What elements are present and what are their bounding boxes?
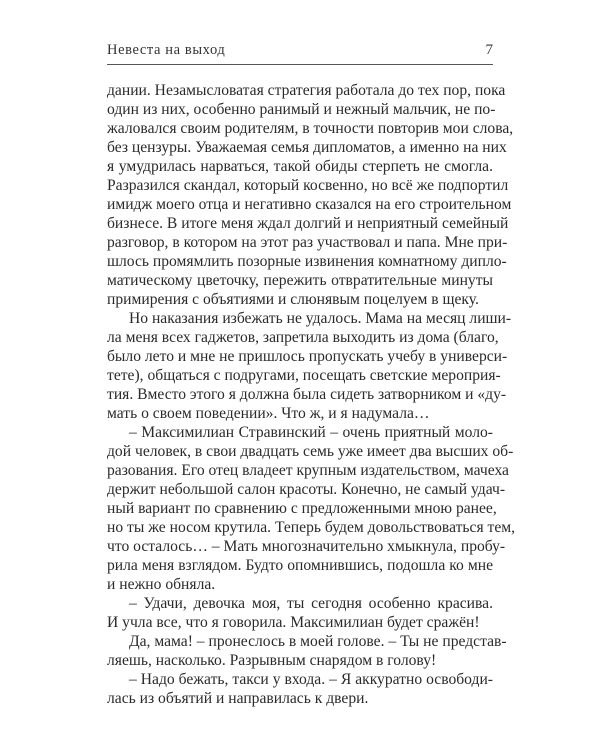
page-header <box>107 38 493 65</box>
text-line: шлось промямлить позорные извинения комнатному дипло- <box>107 253 507 270</box>
page-number: 7 <box>485 42 493 58</box>
text-line: И учла все, что я говорила. Максимилиан будет сражён! <box>107 614 480 631</box>
running-title: Невеста на выход <box>107 42 226 58</box>
text-line: я умудрилась нарваться, такой обиды стерпеть не смогла. <box>107 158 493 175</box>
text-line: лась из объятий и направилась к двери. <box>107 690 369 707</box>
text-line: – Максимилиан Стравинский – очень приятный моло- <box>129 424 493 441</box>
text-line: ла меня всех гаджетов, запретила выходить из дома (благо, <box>107 329 499 346</box>
text-line: Но наказания избежать не удалось. Мама на месяц лиши- <box>129 310 512 327</box>
text-line: ляешь, насколько. Разрывным снарядом в голову! <box>107 652 437 669</box>
text-line: жаловался своим родителям, в точности повторив мои слова, <box>107 120 514 137</box>
text-line: тия. Вместо этого я должна была сидеть затворником и «ду- <box>107 386 507 403</box>
body-text <box>107 81 516 708</box>
text-line: – Надо бежать, такси у входа. – Я аккуратно освободи- <box>129 671 493 688</box>
text-line: примирения с объятиями и слюнявым поцелуем в щеку. <box>107 291 479 308</box>
text-line: без цензуры. Уважаемая семья дипломатов, а именно на них <box>107 139 507 156</box>
text-line: дании. Незамысловатая стратегия работала до тех пор, пока <box>107 82 506 99</box>
text-line: что осталось… – Мать многозначительно хмыкнула, пробу- <box>107 538 506 555</box>
text-line: тете), общаться с подругами, посещать светские мероприя- <box>107 367 501 384</box>
text-line: один из них, особенно ранимый и нежный мальчик, не по- <box>107 101 496 118</box>
text-line: и нежно обняла. <box>107 576 216 593</box>
text-line: ный вариант по сравнению с предложенными мною ранее, <box>107 500 497 517</box>
text-line: но ты же носом крутила. Теперь будем довольствоваться тем, <box>107 519 516 536</box>
text-line: рила меня взглядом. Будто опомнившись, подошла ко мне <box>107 557 493 574</box>
text-line: Да, мама! – пронеслось в моей голове. – Ты не представ- <box>129 633 507 650</box>
text-line: имидж моего отца и негативно сказался на его строительном <box>107 196 512 213</box>
text-line: мать о своем поведении». Что ж, и я надумала… <box>107 405 430 422</box>
text-line: разования. Его отец владеет крупным издательством, мачеха <box>107 462 509 479</box>
text-line: бизнесе. В итоге меня ждал долгий и неприятный семейный <box>107 215 509 232</box>
text-line: матическому цветочку, пережить отвратительные минуты <box>107 272 493 289</box>
text-line: держит небольшой салон красоты. Конечно, не самый удач- <box>107 481 506 498</box>
text-line: разговор, в котором на этот раз участвовал и папа. Мне при- <box>107 234 508 251</box>
text-line: было лето и мне не пришлось пропускать учебу в универси- <box>107 348 508 365</box>
text-line: – Удачи, девочка моя, ты сегодня особенно красива. <box>129 595 493 612</box>
text-line: Разразился скандал, который косвенно, но всё же подпортил <box>107 177 509 194</box>
text-line: дой человек, в свои двадцать семь уже имеет два высших об- <box>107 443 514 460</box>
